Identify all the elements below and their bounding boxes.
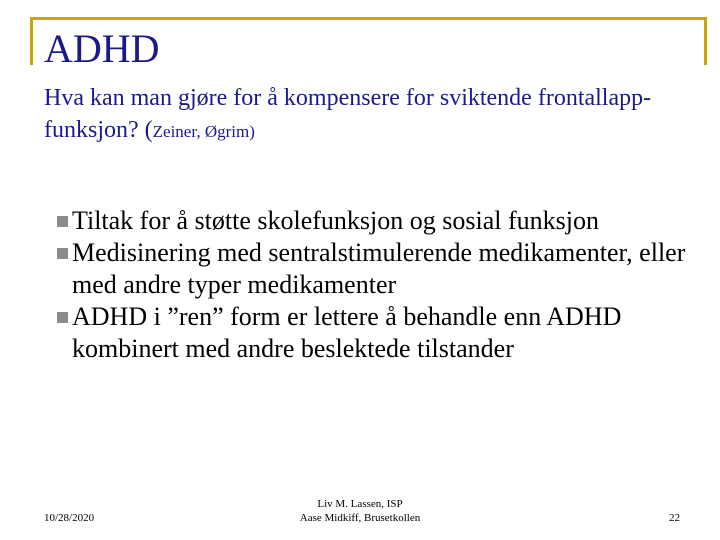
- bullet-text: Medisinering med sentralstimulerende medikamenter, eller med andre typer medikamenter: [72, 238, 686, 299]
- bullet-item: [60, 205, 710, 237]
- square-bullet-icon: [57, 312, 68, 323]
- title-frame-left-line: [30, 17, 33, 65]
- footer-author-line-2: Aase Midkiff, Brusetkollen: [299, 512, 421, 524]
- page-number: 22: [669, 512, 680, 524]
- slide-title: ADHD: [44, 26, 160, 71]
- footer-author-line-1: Liv M. Lassen, ISP: [317, 498, 403, 510]
- bullet-item: [60, 301, 710, 365]
- bullet-text: Tiltak for å støtte skolefunksjon og sosial funksjon: [72, 206, 599, 235]
- slide-subtitle: [44, 82, 704, 148]
- title-frame-top-line: [30, 17, 707, 20]
- footer-author: [260, 497, 460, 525]
- subtitle-citation: Zeiner, Øgrim): [152, 122, 255, 141]
- title-frame-right-line: [704, 17, 707, 65]
- bullet-list: [60, 205, 710, 365]
- subtitle-text: Hva kan man gjøre for å kompensere for sviktende frontallapp-funksjon? (: [44, 85, 652, 143]
- bullet-item: [60, 237, 710, 301]
- square-bullet-icon: [57, 216, 68, 227]
- footer-date: 10/28/2020: [44, 512, 95, 524]
- bullet-text: ADHD i ”ren” form er lettere å behandle enn ADHD kombinert med andre beslektede tilstander: [72, 302, 622, 363]
- square-bullet-icon: [57, 248, 68, 259]
